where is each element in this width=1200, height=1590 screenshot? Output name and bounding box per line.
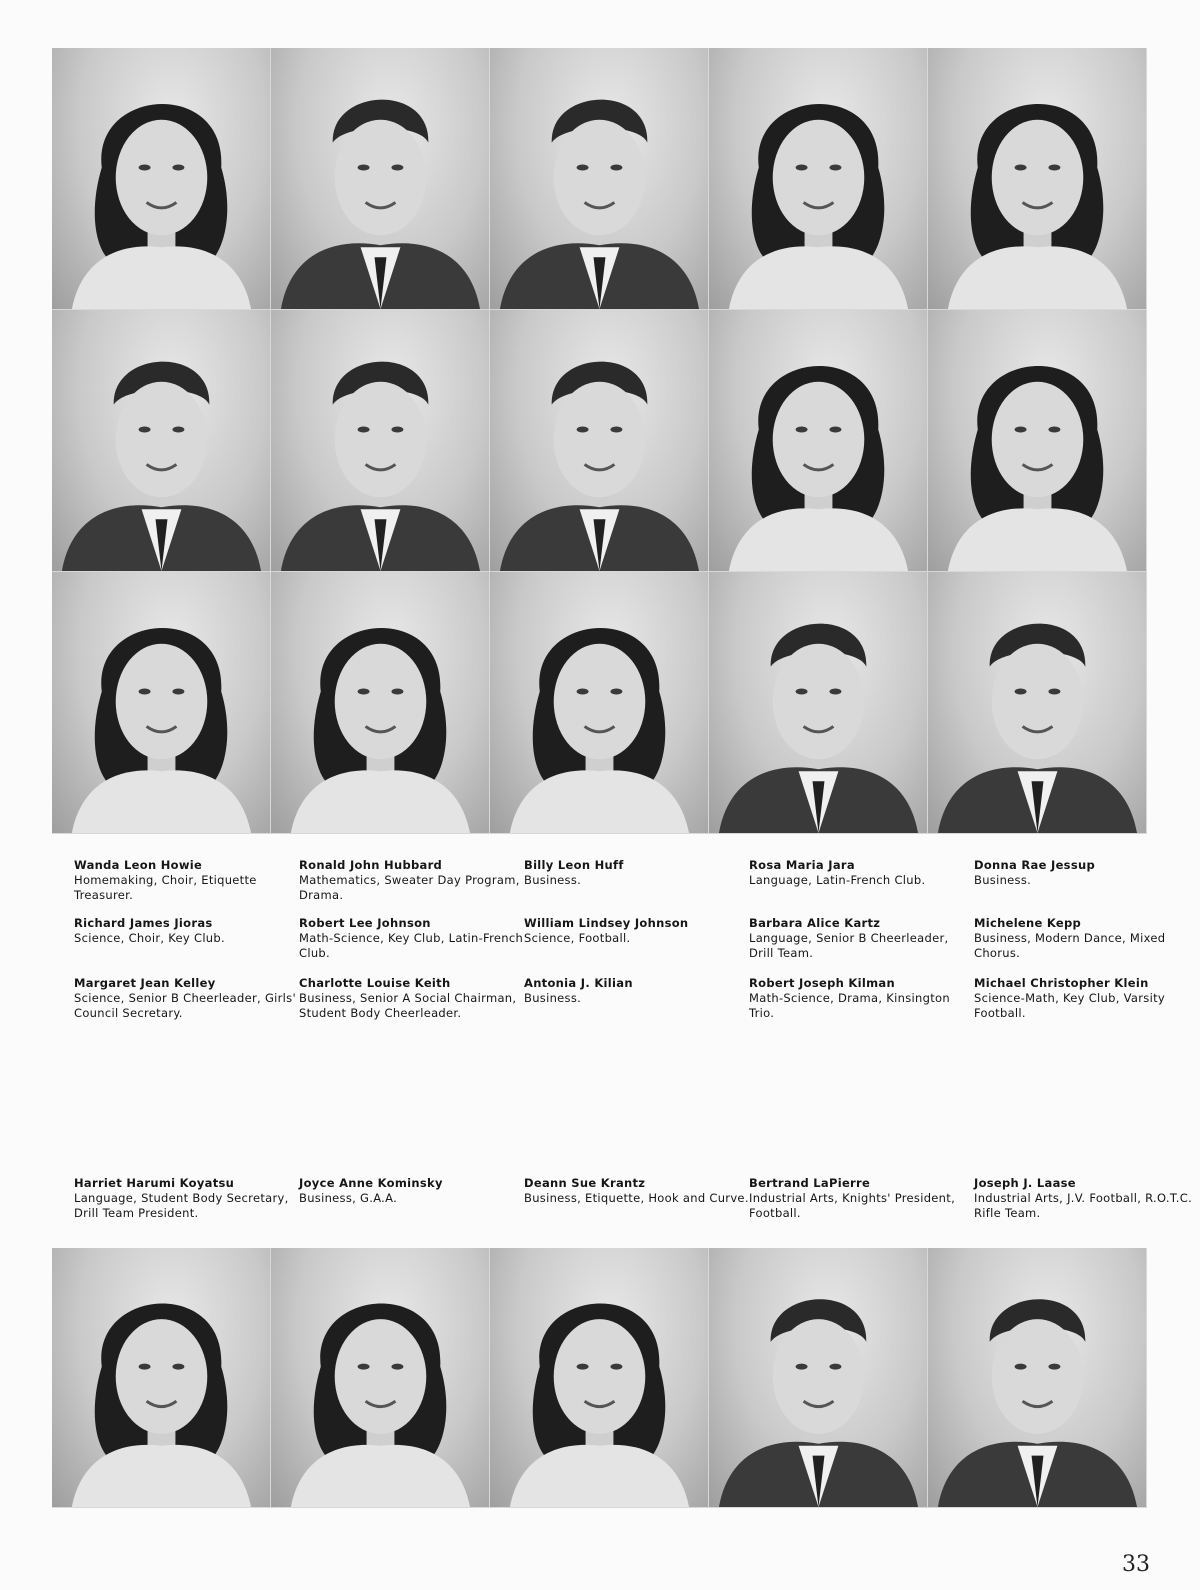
student-activities: Business. xyxy=(524,873,582,887)
bottom-student-caption xyxy=(299,1176,524,1246)
top-student-caption xyxy=(74,916,299,976)
top-student-caption xyxy=(299,858,524,916)
student-name: Joyce Anne Kominsky xyxy=(299,1176,443,1190)
top-student-caption xyxy=(749,858,974,916)
student-activities: Business, G.A.A. xyxy=(299,1191,398,1205)
top-portrait-photo xyxy=(52,572,271,834)
student-activities: Language, Senior B Cheerleader, Drill Team. xyxy=(749,931,949,960)
student-name: Donna Rae Jessup xyxy=(974,858,1095,872)
student-name: Harriet Harumi Koyatsu xyxy=(74,1176,235,1190)
student-activities: Math-Science, Key Club, Latin-French Club. xyxy=(299,931,524,960)
student-activities: Industrial Arts, J.V. Football, R.O.T.C. Rifle Team. xyxy=(974,1191,1193,1220)
top-portrait-photo xyxy=(490,310,709,572)
top-student-caption xyxy=(974,858,1199,916)
bottom-caption-grid xyxy=(74,1176,1193,1246)
bottom-student-caption xyxy=(749,1176,974,1246)
bottom-student-caption xyxy=(74,1176,299,1246)
top-portrait-photo xyxy=(928,572,1147,834)
student-name: Joseph J. Laase xyxy=(974,1176,1076,1190)
top-student-caption xyxy=(299,976,524,1066)
top-student-caption xyxy=(524,858,749,916)
student-name: Barbara Alice Kartz xyxy=(749,916,881,930)
bottom-portrait-photo xyxy=(709,1248,928,1508)
student-activities: Science, Football. xyxy=(524,931,631,945)
page-number: 33 xyxy=(1122,1552,1150,1577)
top-portrait-grid xyxy=(52,48,1147,834)
student-name: Richard James Jioras xyxy=(74,916,213,930)
top-portrait-photo xyxy=(490,48,709,310)
student-activities: Business. xyxy=(974,873,1032,887)
student-activities: Language, Student Body Secretary, Drill Team President. xyxy=(74,1191,289,1220)
student-name: Charlotte Louise Keith xyxy=(299,976,451,990)
top-student-caption xyxy=(974,916,1199,976)
student-name: William Lindsey Johnson xyxy=(524,916,689,930)
top-portrait-photo xyxy=(52,310,271,572)
bottom-student-caption xyxy=(524,1176,749,1246)
student-name: Michelene Kepp xyxy=(974,916,1082,930)
top-portrait-photo xyxy=(709,48,928,310)
bottom-portrait-photo xyxy=(271,1248,490,1508)
student-activities: Science-Math, Key Club, Varsity Football. xyxy=(974,991,1165,1020)
top-portrait-photo xyxy=(928,48,1147,310)
top-caption-grid xyxy=(74,858,1166,1066)
student-name: Robert Joseph Kilman xyxy=(749,976,895,990)
student-name: Ronald John Hubbard xyxy=(299,858,443,872)
bottom-portrait-photo xyxy=(928,1248,1147,1508)
top-student-caption xyxy=(299,916,524,976)
student-name: Billy Leon Huff xyxy=(524,858,624,872)
top-portrait-photo xyxy=(490,572,709,834)
student-activities: Science, Senior B Cheerleader, Girls' Council Secretary. xyxy=(74,991,296,1020)
student-name: Deann Sue Krantz xyxy=(524,1176,646,1190)
student-activities: Mathematics, Sweater Day Program, Drama. xyxy=(299,873,520,902)
top-portrait-photo xyxy=(709,310,928,572)
top-portrait-photo xyxy=(709,572,928,834)
student-activities: Language, Latin-French Club. xyxy=(749,873,926,887)
top-student-caption xyxy=(749,976,974,1066)
top-student-caption xyxy=(524,976,749,1066)
student-activities: Science, Choir, Key Club. xyxy=(74,931,225,945)
top-portrait-photo xyxy=(928,310,1147,572)
top-student-caption xyxy=(524,916,749,976)
student-activities: Industrial Arts, Knights' President, Football. xyxy=(749,1191,956,1220)
student-activities: Business, Senior A Social Chairman, Student Body Cheerleader. xyxy=(299,991,517,1020)
bottom-student-caption xyxy=(974,1176,1199,1246)
bottom-portrait-photo xyxy=(52,1248,271,1508)
student-name: Robert Lee Johnson xyxy=(299,916,431,930)
top-portrait-photo xyxy=(52,48,271,310)
top-student-caption xyxy=(74,858,299,916)
top-portrait-photo xyxy=(271,310,490,572)
bottom-portrait-grid xyxy=(52,1248,1147,1508)
student-name: Bertrand LaPierre xyxy=(749,1176,871,1190)
top-portrait-photo xyxy=(271,572,490,834)
student-activities: Business, Modern Dance, Mixed Chorus. xyxy=(974,931,1166,960)
top-student-caption xyxy=(974,976,1199,1066)
student-name: Margaret Jean Kelley xyxy=(74,976,216,990)
top-student-caption xyxy=(749,916,974,976)
student-activities: Homemaking, Choir, Etiquette Treasurer. xyxy=(74,873,257,902)
bottom-portrait-photo xyxy=(490,1248,709,1508)
student-activities: Business. xyxy=(524,991,582,1005)
top-portrait-photo xyxy=(271,48,490,310)
student-name: Michael Christopher Klein xyxy=(974,976,1149,990)
top-student-caption xyxy=(74,976,299,1066)
student-name: Rosa Maria Jara xyxy=(749,858,855,872)
student-name: Wanda Leon Howie xyxy=(74,858,203,872)
student-activities: Math-Science, Drama, Kinsington Trio. xyxy=(749,991,950,1020)
student-name: Antonia J. Kilian xyxy=(524,976,633,990)
student-activities: Business, Etiquette, Hook and Curve. xyxy=(524,1191,749,1205)
